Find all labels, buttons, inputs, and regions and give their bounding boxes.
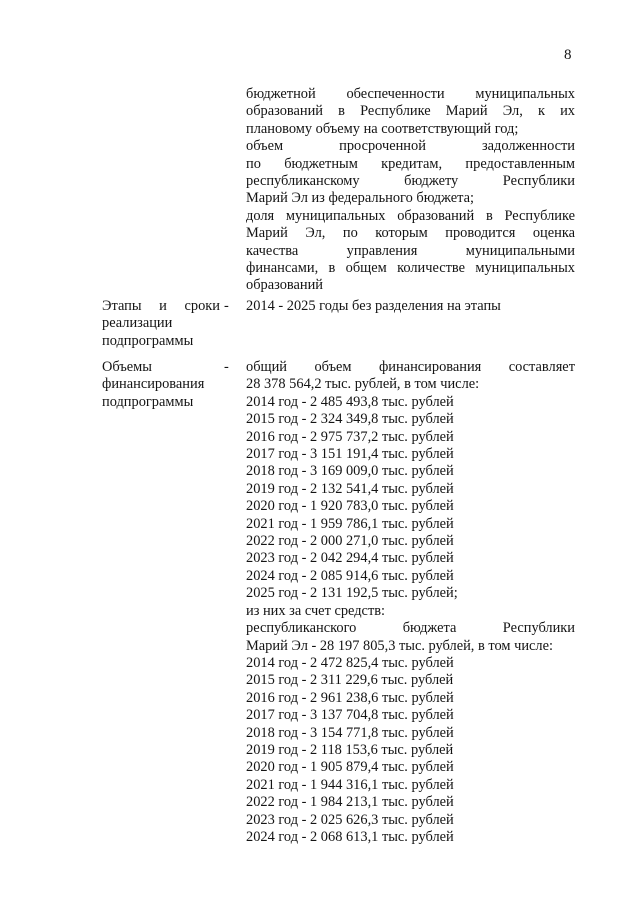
text-line: 2016 год - 2 975 737,2 тыс. рублей [246, 428, 454, 445]
text-line: плановому объему на соответствующий год; [246, 120, 519, 137]
text-line: 2024 год - 2 068 613,1 тыс. рублей [246, 828, 454, 845]
text-line: доля муниципальных образований в Республике [246, 207, 575, 224]
text-line: 2014 год - 2 485 493,8 тыс. рублей [246, 393, 454, 410]
text-line: 2014 год - 2 472 825,4 тыс. рублей [246, 654, 454, 671]
page-number: 8 [564, 47, 572, 63]
text-line: 2015 год - 2 311 229,6 тыс. рублей [246, 672, 454, 689]
text-line: 2014 - 2025 годы без разделения на этапы [246, 298, 501, 314]
text-line: объем просроченной задолженности [246, 138, 575, 155]
funding-dash: - [224, 359, 229, 375]
text-line: 2025 год - 2 131 192,5 тыс. рублей; [246, 585, 458, 602]
text-line: 2015 год - 2 324 349,8 тыс. рублей [246, 411, 454, 428]
text-line: общий объем финансирования составляет [246, 359, 575, 375]
text-line: 28 378 564,2 тыс. рублей, в том числе: [246, 376, 480, 393]
text-line: по бюджетным кредитам, предоставленным [246, 155, 575, 172]
text-line: бюджетной обеспеченности муниципальных [246, 86, 575, 102]
text-line: 2018 год - 3 154 771,8 тыс. рублей [246, 724, 454, 741]
top-block-content [246, 86, 575, 295]
text-line: 2018 год - 3 169 009,0 тыс. рублей [246, 463, 454, 480]
text-line: 2020 год - 1 920 783,0 тыс. рублей [246, 498, 454, 515]
text-line: образований [246, 277, 323, 294]
text-line: 2023 год - 2 042 294,4 тыс. рублей [246, 550, 454, 567]
label-line: подпрограммы [102, 332, 194, 349]
text-line: 2022 год - 1 984 213,1 тыс. рублей [246, 794, 454, 811]
text-line: 2019 год - 2 118 153,6 тыс. рублей [246, 741, 454, 758]
text-line: Марий Эл, по которым проводится оценка [246, 225, 575, 242]
text-line: 2019 год - 2 132 541,4 тыс. рублей [246, 480, 454, 497]
text-line: 2021 год - 1 944 316,1 тыс. рублей [246, 776, 454, 793]
text-line: 2020 год - 1 905 879,4 тыс. рублей [246, 759, 454, 776]
text-line: финансами, в общем количестве муниципальных [246, 260, 575, 277]
funding-content [246, 359, 575, 846]
label-line: реализации [102, 315, 173, 332]
text-line: 2022 год - 2 000 271,0 тыс. рублей [246, 533, 454, 550]
label-line: Этапы и сроки [102, 298, 220, 314]
label-line: подпрограммы [102, 393, 194, 410]
text-line: качества управления муниципальными [246, 242, 575, 259]
text-line: 2016 год - 2 961 238,6 тыс. рублей [246, 689, 454, 706]
text-line: 2017 год - 3 137 704,8 тыс. рублей [246, 707, 454, 724]
stages-dash: - [224, 298, 229, 314]
funding-label [102, 359, 234, 411]
text-line: 2024 год - 2 085 914,6 тыс. рублей [246, 567, 454, 584]
text-line: Марий Эл - 28 197 805,3 тыс. рублей, в том числе: [246, 637, 553, 654]
text-line: 2021 год - 1 959 786,1 тыс. рублей [246, 515, 454, 532]
text-line: 2023 год - 2 025 626,3 тыс. рублей [246, 811, 454, 828]
stages-content [246, 298, 575, 315]
stages-label [102, 298, 234, 350]
label-line: финансирования [102, 376, 205, 393]
text-line: из них за счет средств: [246, 602, 386, 619]
text-line: Марий Эл из федерального бюджета; [246, 190, 475, 207]
text-line: республиканскому бюджету Республики [246, 173, 575, 190]
text-line: республиканского бюджета Республики [246, 620, 575, 637]
text-line: 2017 год - 3 151 191,4 тыс. рублей [246, 446, 454, 463]
label-line: Объемы [102, 359, 152, 375]
text-line: образований в Республике Марий Эл, к их [246, 103, 575, 120]
